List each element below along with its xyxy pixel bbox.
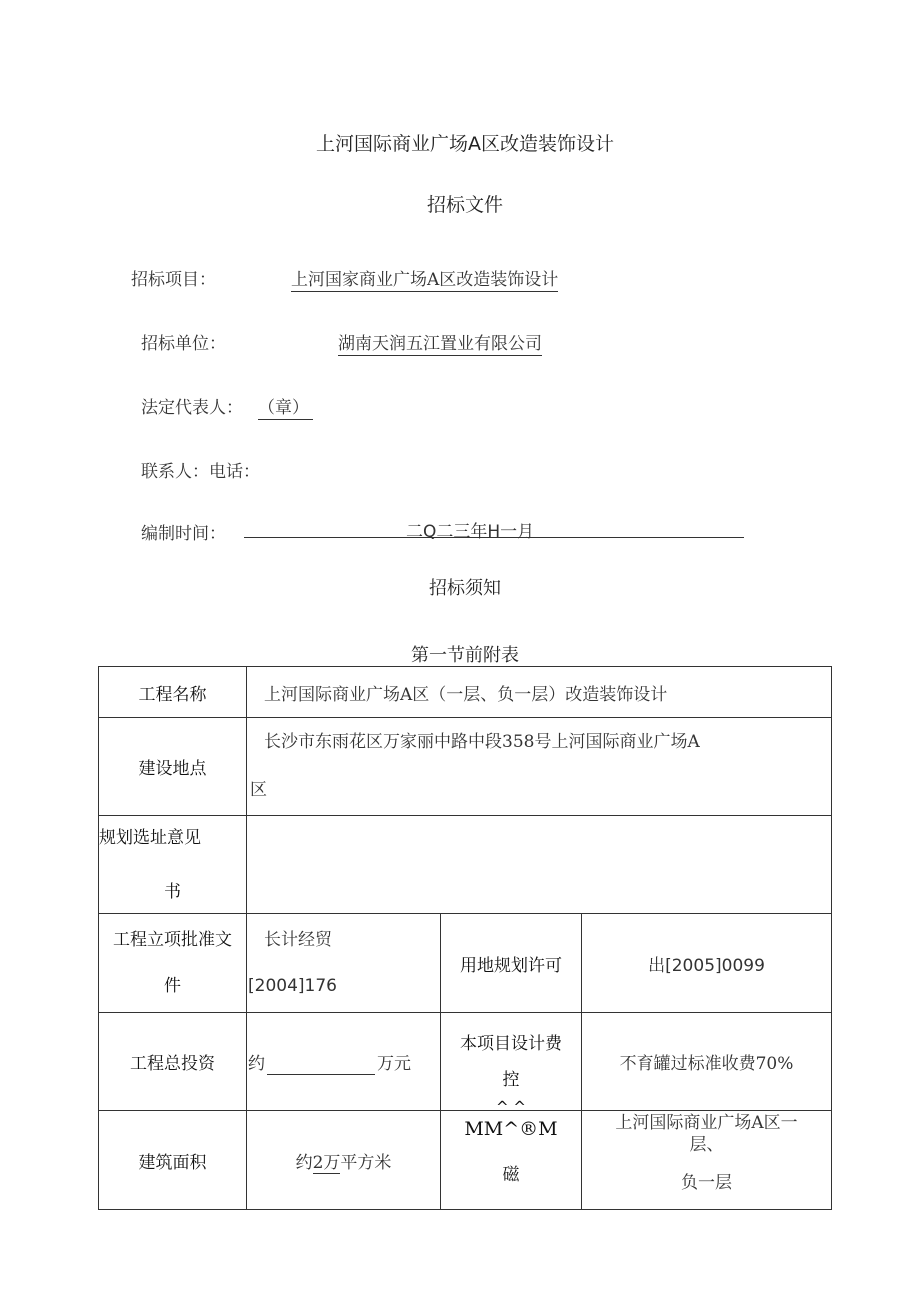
site-value-line1: 长沙市东雨花区万家丽中路中段358号上河国际商业广场A xyxy=(264,731,700,752)
project-name-value: 上河国际商业广场A区（一层、负一层）改造装饰设计 xyxy=(247,667,832,718)
planning-value xyxy=(247,816,832,914)
approval-label: 工程立项批准文 件 xyxy=(99,914,247,1013)
approval-value: 长计经贸 [2004]176 xyxy=(247,914,441,1013)
table-row xyxy=(99,1111,832,1210)
investment-label: 工程总投资 xyxy=(99,1013,247,1111)
info-table xyxy=(98,666,832,1210)
investment-blank xyxy=(267,1054,375,1075)
table-row xyxy=(99,667,832,718)
table-row xyxy=(99,718,832,816)
project-value: 上河国家商业广场A区改造装饰设计 xyxy=(291,265,558,292)
design-fee-value: 不育罐过标准收费70% xyxy=(582,1013,832,1111)
site-value xyxy=(247,718,832,816)
table-row xyxy=(99,914,832,1013)
notice-title: 招标须知 xyxy=(429,578,501,599)
area-label: 建筑面积 xyxy=(99,1111,247,1210)
land-permit-value: 出[2005]0099 xyxy=(582,914,832,1013)
investment-value: 约 万元 xyxy=(247,1013,441,1111)
site-label: 建设地点 xyxy=(99,718,247,816)
land-permit-label: 用地规划许可 xyxy=(441,914,582,1013)
project-name-label: 工程名称 xyxy=(99,667,247,718)
scope-value: 上河国际商业广场A区一 层、 负一层 xyxy=(582,1111,832,1210)
contact-label: 联系人：电话： xyxy=(141,462,260,482)
rep-label: 法定代表人： xyxy=(141,398,243,418)
document-title: 上河国际商业广场A区改造装饰设计 xyxy=(316,133,614,155)
area-value: 约2万平方米 xyxy=(247,1111,441,1210)
design-fee-label: 本项目设计费 控 xyxy=(441,1013,582,1111)
planning-label: 规划选址意见 书 xyxy=(99,816,247,914)
date-label: 编制时间： xyxy=(141,524,226,544)
unit-value: 湖南天润五江置业有限公司 xyxy=(338,329,542,356)
garbled-label: ^ ^ MM^®M 磁 xyxy=(441,1111,582,1210)
table-row xyxy=(99,1013,832,1111)
date-value: 二Q二三年H一月 xyxy=(406,522,535,542)
project-label: 招标项目： xyxy=(131,270,216,290)
document-subtitle: 招标文件 xyxy=(426,194,503,216)
section-title: 第一节前附表 xyxy=(411,645,519,666)
unit-label: 招标单位： xyxy=(141,334,226,354)
rep-value: （章） xyxy=(258,393,313,420)
table-row xyxy=(99,816,832,914)
site-value-line2: 区 xyxy=(250,779,267,800)
